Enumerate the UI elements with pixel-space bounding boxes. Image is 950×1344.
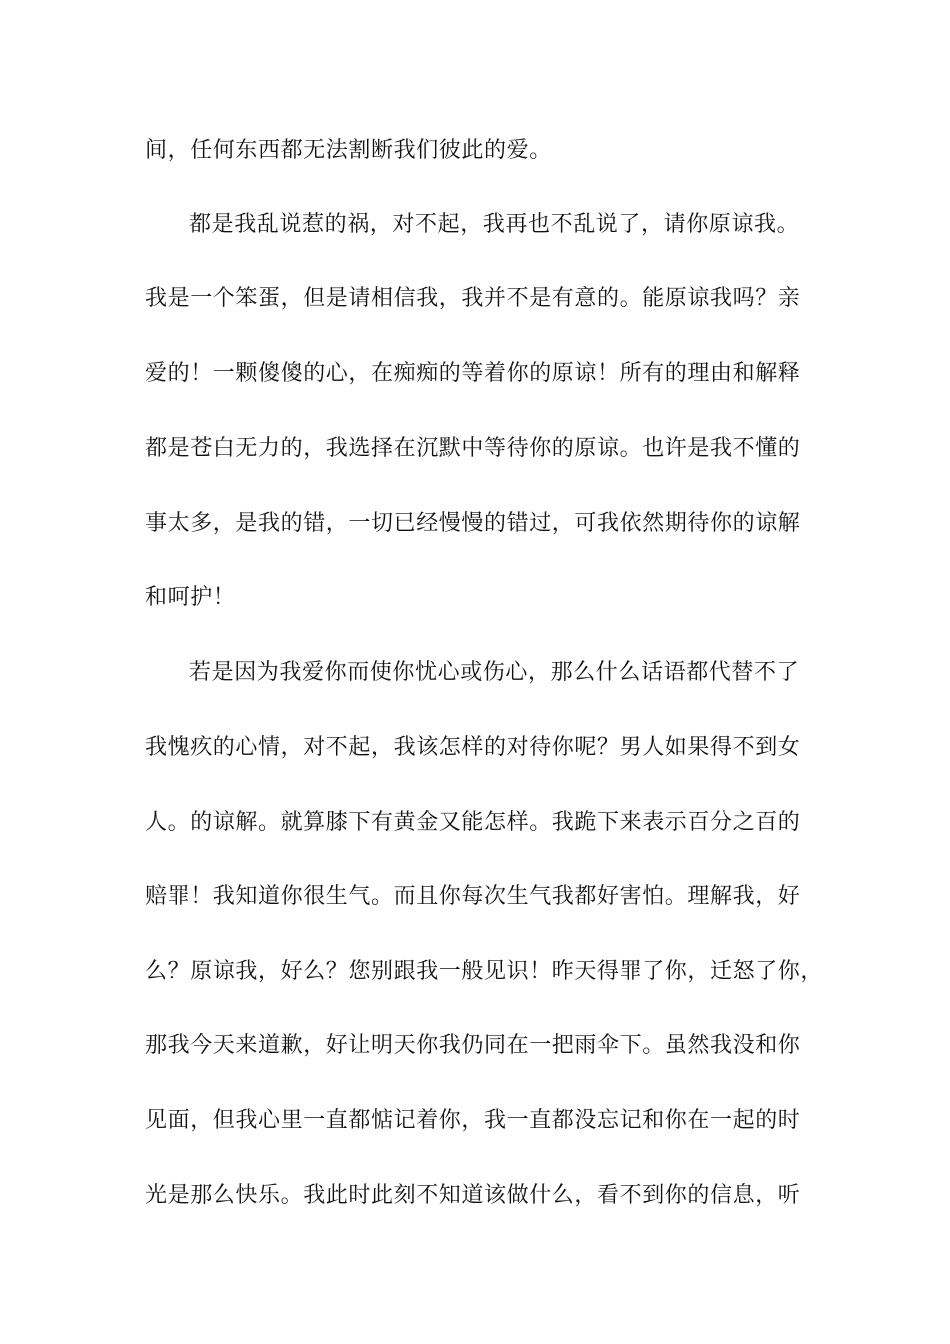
text-line: 爱的！一颗傻傻的心，在痴痴的等着你的原谅！所有的理由和解释 [145,361,801,386]
text-line: 赔罪！我知道你很生气。而且你每次生气我都好害怕。理解我，好 [145,884,801,909]
text-line: 间，任何东西都无法割断我们彼此的爱。 [145,138,552,163]
paragraph-start-line: 都是我乱说惹的祸，对不起，我再也不乱说了，请你原谅我。 [189,212,800,237]
text-line: 事太多，是我的错，一切已经慢慢的错过，可我依然期待你的谅解 [145,511,801,536]
text-line: 那我今天来道歉，好让明天你我仍同在一把雨伞下。虽然我没和你 [145,1033,801,1058]
text-line: 我愧疚的心情，对不起，我该怎样的对待你呢？男人如果得不到女 [145,735,801,760]
text-line: 人。的谅解。就算膝下有黄金又能怎样。我跪下来表示百分之百的 [145,810,801,835]
paragraph-start-line: 若是因为我爱你而使你忧心或伤心，那么什么话语都代替不了 [189,660,800,685]
text-line: 都是苍白无力的，我选择在沉默中等待你的原谅。也许是我不懂的 [145,436,801,461]
text-line: 见面，但我心里一直都惦记着你，我一直都没忘记和你在一起的时 [145,1108,801,1133]
text-line: 么？原谅我，好么？您别跟我一般见识！昨天得罪了你，迁怒了你， [145,959,824,984]
text-line: 我是一个笨蛋，但是请相信我，我并不是有意的。能原谅我吗？亲 [145,286,801,311]
text-line: 光是那么快乐。我此时此刻不知道该做什么，看不到你的信息，听 [145,1183,801,1208]
text-line: 和呵护！ [145,585,236,610]
